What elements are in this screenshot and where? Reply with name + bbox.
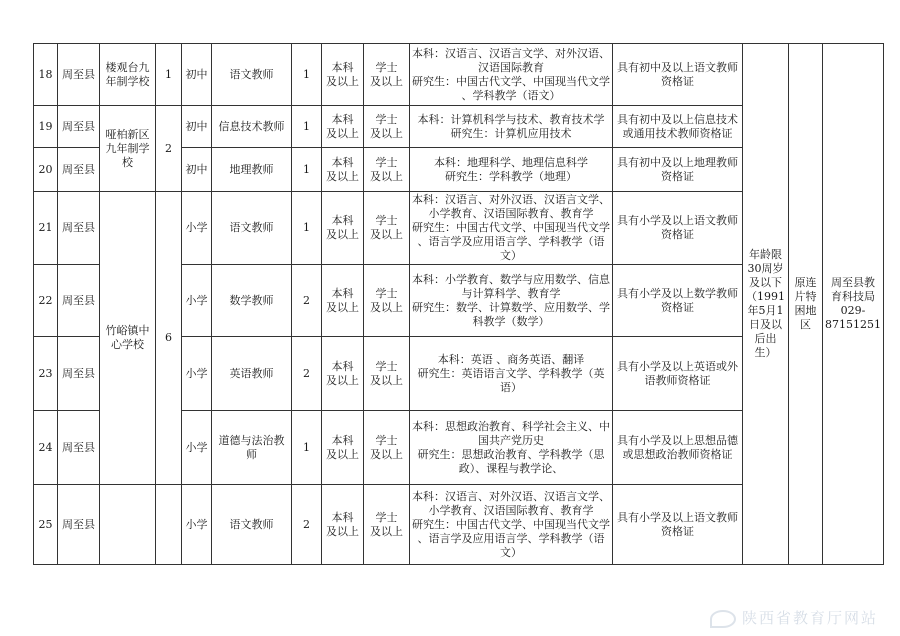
degree-line: 学士 [375, 155, 398, 169]
area-line: 片特 [794, 290, 817, 303]
requirement-line: 或通用技术教师资格证 [622, 126, 733, 140]
major-line: 本科：汉语言、汉语言文学、对外汉语、 [412, 46, 610, 60]
education-cell [322, 44, 364, 106]
post-cell: 数学教师 [212, 265, 292, 337]
degree-line: 学士 [375, 214, 398, 227]
requirement-line: 具有初中及以上地理教师 [617, 155, 738, 169]
degree-cell [364, 106, 410, 148]
education-line: 及以上 [326, 300, 359, 314]
school-line: 校 [122, 155, 133, 169]
requirement-line: 资格证 [661, 74, 694, 88]
requirement-line: 具有小学及以上语文教师 [617, 510, 738, 524]
major-line: 、语言学及应用语言学、学科教学（语 [417, 235, 605, 248]
requirement-cell [613, 485, 743, 565]
major-line: 研究生：数学、计算数学、应用数学、学 [412, 300, 610, 314]
major-line: 本科：汉语言、对外汉语、汉语言文学、 [412, 193, 610, 206]
major-line: 本科：地理科学、地理信息科学 [434, 155, 588, 169]
education-cell [322, 192, 364, 265]
post-cell: 地理教师 [212, 148, 292, 192]
major-line: 与计算科学、教育学 [461, 286, 561, 300]
major-line: 文） [500, 545, 522, 559]
county-cell: 周至县 [58, 485, 100, 565]
county-cell: 周至县 [58, 148, 100, 192]
major-line: 语） [500, 380, 522, 394]
age-limit-line: 后出 [754, 332, 777, 345]
education-line: 本科 [331, 214, 354, 227]
post-cell: 语文教师 [212, 192, 292, 265]
school-line: 哑柏新区 [105, 127, 150, 141]
degree-cell [364, 192, 410, 265]
education-line: 本科 [331, 359, 354, 373]
education-cell [322, 337, 364, 411]
education-cell [322, 485, 364, 565]
education-line: 及以上 [326, 524, 359, 538]
table-row [34, 44, 884, 106]
age-limit-line: 年5月1 [747, 304, 784, 317]
row-number: 19 [34, 106, 58, 148]
degree-line: 及以上 [370, 373, 403, 387]
age-limit-line: 年龄限 [749, 248, 782, 261]
contact-line: 周至县教 [831, 276, 875, 289]
requirement-line: 具有小学及以上英语或外 [617, 359, 738, 373]
major-line: 、学科教学（语文） [461, 88, 561, 102]
degree-cell [364, 44, 410, 106]
education-line: 本科 [331, 286, 354, 300]
row-number: 21 [34, 192, 58, 265]
post-cell: 信息技术教师 [212, 106, 292, 148]
school-line: 心学校 [111, 338, 144, 351]
degree-line: 及以上 [370, 447, 403, 461]
county-cell: 周至县 [58, 265, 100, 337]
level-cell: 初中 [182, 44, 212, 106]
quota-cell: 2 [292, 337, 322, 411]
school-count-cell-empty [156, 485, 182, 565]
education-cell [322, 106, 364, 148]
county-cell: 周至县 [58, 44, 100, 106]
area-cell [789, 44, 823, 565]
major-cell [410, 192, 613, 265]
degree-line: 学士 [375, 112, 398, 126]
age-limit-cell [743, 44, 789, 565]
quota-cell: 1 [292, 106, 322, 148]
requirement-line: 或思想政治教师资格证 [622, 447, 733, 461]
row-number: 18 [34, 44, 58, 106]
site-watermark [710, 607, 878, 628]
contact-line: 育科技局 [831, 290, 875, 303]
contact-line: 029- [840, 304, 866, 317]
requirement-line: 具有小学及以上语文教师 [617, 214, 738, 227]
major-line: 研究生：学科教学（地理） [445, 169, 577, 183]
major-line: 汉语国际教育 [478, 60, 544, 74]
recruitment-table-sheet [33, 43, 884, 565]
requirement-cell [613, 44, 743, 106]
county-cell: 周至县 [58, 192, 100, 265]
education-line: 本科 [331, 112, 354, 126]
level-cell: 小学 [182, 265, 212, 337]
quota-cell: 2 [292, 485, 322, 565]
education-cell [322, 265, 364, 337]
major-line: 小学教育、汉语国际教育、教育学 [428, 503, 594, 517]
major-line: 研究生：中国古代文学、中国现当代文学 [412, 74, 610, 88]
major-line: 政）、课程与教学论、 [458, 461, 564, 475]
degree-line: 学士 [375, 359, 398, 373]
major-line: 国共产党历史 [478, 433, 544, 447]
major-line: 本科：汉语言、对外汉语、汉语言文学、 [412, 489, 610, 503]
school-count-cell: 6 [156, 192, 182, 485]
requirement-cell [613, 192, 743, 265]
requirement-cell [613, 337, 743, 411]
quota-cell: 1 [292, 192, 322, 265]
major-line: 研究生：思想政治教育、学科教学（思 [417, 447, 605, 461]
level-cell: 小学 [182, 485, 212, 565]
degree-cell [364, 485, 410, 565]
age-limit-line: 生） [754, 346, 777, 359]
school-line: 竹峪镇中 [105, 324, 150, 337]
requirement-cell [613, 265, 743, 337]
school-line: 年制学校 [105, 74, 150, 88]
degree-line: 及以上 [370, 169, 403, 183]
requirement-line: 具有初中及以上信息技术 [617, 112, 738, 126]
school-cell [100, 44, 156, 106]
major-line: 研究生：中国古代文学、中国现当代文学 [412, 221, 610, 234]
requirement-line: 具有初中及以上语文教师 [617, 60, 738, 74]
requirement-line: 资格证 [661, 300, 694, 314]
major-cell [410, 148, 613, 192]
major-line: 本科：计算机科学与技术、教育技术学 [417, 112, 605, 126]
school-cell [100, 106, 156, 192]
requirement-line: 资格证 [661, 524, 694, 538]
county-cell: 周至县 [58, 411, 100, 485]
major-line: 本科：小学教育、数学与应用数学、信息 [412, 272, 610, 286]
row-number: 25 [34, 485, 58, 565]
county-cell: 周至县 [58, 106, 100, 148]
education-cell [322, 148, 364, 192]
major-cell [410, 265, 613, 337]
school-line: 九年制学 [105, 141, 150, 155]
swirl-logo-icon [710, 610, 736, 628]
school-count-cell: 1 [156, 44, 182, 106]
degree-line: 及以上 [370, 74, 403, 88]
quota-cell: 1 [292, 44, 322, 106]
level-cell: 初中 [182, 148, 212, 192]
education-line: 及以上 [326, 373, 359, 387]
major-line: 、语言学及应用语言学、学科教学（语 [417, 531, 605, 545]
education-line: 及以上 [326, 169, 359, 183]
county-cell: 周至县 [58, 337, 100, 411]
major-cell [410, 337, 613, 411]
recruitment-table [33, 43, 884, 565]
contact-line: 87151251 [825, 318, 881, 331]
requirement-line: 具有小学及以上思想品德 [617, 433, 738, 447]
area-line: 原连 [794, 276, 817, 289]
age-limit-line: 日及以 [749, 318, 782, 331]
major-line: 研究生：英语语言文学、学科教学（英 [417, 366, 605, 380]
major-line: 研究生：计算机应用技术 [450, 126, 572, 140]
level-cell: 小学 [182, 411, 212, 485]
level-cell: 初中 [182, 106, 212, 148]
degree-line: 及以上 [370, 300, 403, 314]
level-cell: 小学 [182, 192, 212, 265]
major-cell [410, 106, 613, 148]
age-limit-line: （1991 [746, 290, 785, 303]
requirement-line: 资格证 [661, 169, 694, 183]
school-cell [100, 192, 156, 485]
degree-line: 及以上 [370, 228, 403, 241]
requirement-line: 资格证 [661, 228, 694, 241]
requirement-cell [613, 148, 743, 192]
education-line: 本科 [331, 433, 354, 447]
quota-cell: 1 [292, 148, 322, 192]
degree-cell [364, 148, 410, 192]
row-number: 22 [34, 265, 58, 337]
watermark-text: 陕西省教育厅网站 [741, 609, 878, 627]
education-line: 及以上 [326, 126, 359, 140]
post-cell: 道德与法治教师 [212, 411, 292, 485]
major-line: 研究生：中国古代文学、中国现当代文学 [412, 517, 610, 531]
degree-line: 学士 [375, 60, 398, 74]
major-line: 科教学（数学） [472, 314, 550, 328]
age-limit-line: 及以下 [749, 276, 782, 289]
degree-cell [364, 265, 410, 337]
level-cell: 小学 [182, 337, 212, 411]
major-line: 文） [500, 249, 522, 262]
post-cell: 语文教师 [212, 44, 292, 106]
education-line: 及以上 [326, 447, 359, 461]
degree-line: 及以上 [370, 524, 403, 538]
area-line: 困地 [794, 304, 817, 317]
degree-cell [364, 337, 410, 411]
degree-cell [364, 411, 410, 485]
education-line: 及以上 [326, 74, 359, 88]
major-line: 本科：英语 、商务英语、翻译 [437, 352, 585, 366]
quota-cell: 1 [292, 411, 322, 485]
education-line: 及以上 [326, 228, 359, 241]
major-cell [410, 44, 613, 106]
row-number: 23 [34, 337, 58, 411]
age-limit-line: 30周岁 [747, 262, 784, 275]
contact-cell [823, 44, 884, 565]
major-line: 本科：思想政治教育、科学社会主义、中 [412, 419, 610, 433]
school-cell-empty [100, 485, 156, 565]
major-cell [410, 485, 613, 565]
area-line: 区 [800, 318, 811, 331]
education-line: 本科 [331, 60, 354, 74]
requirement-line: 语教师资格证 [644, 373, 711, 387]
degree-line: 学士 [375, 433, 398, 447]
degree-line: 学士 [375, 510, 398, 524]
major-line: 小学教育、汉语国际教育、教育学 [428, 207, 594, 220]
degree-line: 及以上 [370, 126, 403, 140]
major-cell [410, 411, 613, 485]
education-line: 本科 [331, 510, 354, 524]
requirement-line: 具有小学及以上数学教师 [617, 286, 738, 300]
requirement-cell [613, 411, 743, 485]
education-line: 本科 [331, 155, 354, 169]
post-cell: 英语教师 [212, 337, 292, 411]
degree-line: 学士 [375, 286, 398, 300]
row-number: 24 [34, 411, 58, 485]
education-cell [322, 411, 364, 485]
quota-cell: 2 [292, 265, 322, 337]
post-cell: 语文教师 [212, 485, 292, 565]
row-number: 20 [34, 148, 58, 192]
requirement-cell [613, 106, 743, 148]
school-count-cell: 2 [156, 106, 182, 192]
school-line: 楼观台九 [105, 60, 150, 74]
